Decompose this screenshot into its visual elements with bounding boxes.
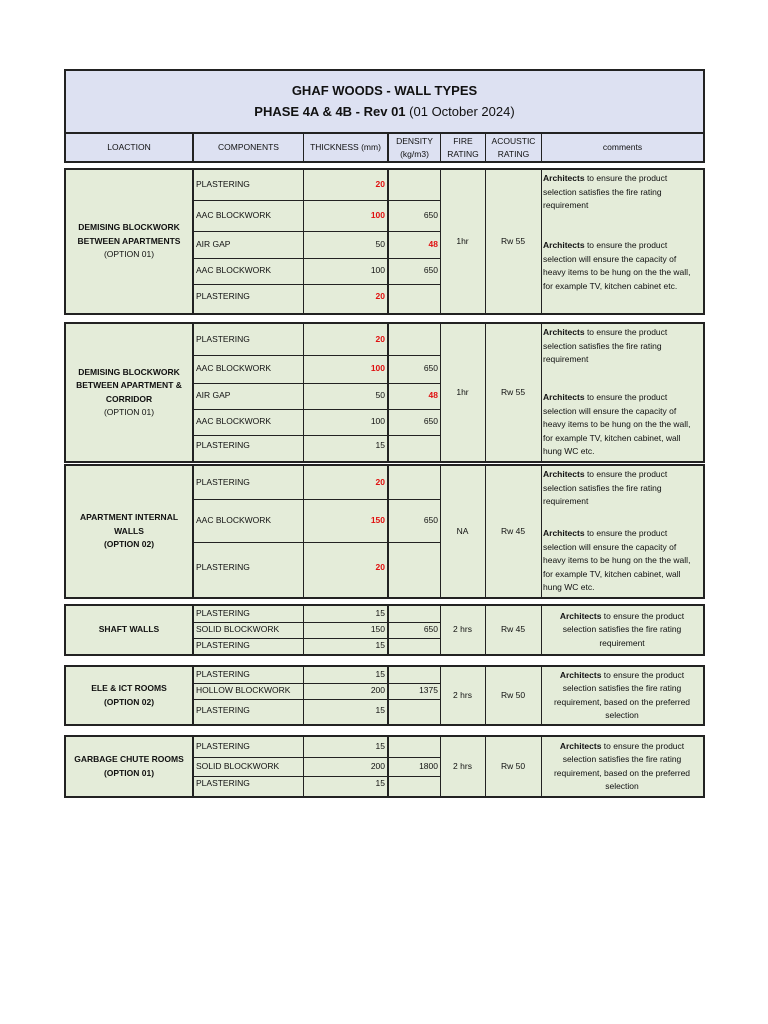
location-name-line: APARTMENT INTERNAL xyxy=(79,512,179,523)
acoustic-rating-cell xyxy=(485,170,541,313)
density-cell xyxy=(389,324,440,355)
thickness-value: 15 xyxy=(375,640,385,651)
component-name: AIR GAP xyxy=(196,390,231,401)
thickness-cell xyxy=(303,606,387,622)
thickness-cell xyxy=(303,699,387,722)
component-name: AAC BLOCKWORK xyxy=(196,363,272,374)
thickness-value: 15 xyxy=(375,608,385,619)
col-acoustic-rating: ACOUSTIC RATING xyxy=(485,134,541,161)
component-cell xyxy=(194,606,303,622)
location-name xyxy=(91,682,167,696)
density-cell xyxy=(389,383,440,409)
location-name-line: GARBAGE CHUTE ROOMS xyxy=(74,754,184,764)
acoustic-rating-value: Rw 55 xyxy=(500,235,526,246)
comment-capacity-text: to ensure the product selection will ensure the capacity of heavy items to be hung on the the wall, for example TV, kitchen cabinet, wall hung WC etc. xyxy=(543,392,691,456)
component-name: AIR GAP xyxy=(196,238,231,249)
component-cell xyxy=(194,776,303,792)
acoustic-rating-value: Rw 50 xyxy=(500,689,526,700)
comment-capacity-lead: Architects xyxy=(543,392,585,402)
density-value: 650 xyxy=(423,209,438,220)
component-cell xyxy=(194,622,303,638)
column-header-row xyxy=(64,132,705,163)
comment-fire-lead: Architects xyxy=(559,740,602,751)
component-cell xyxy=(194,383,303,409)
wall-type-group xyxy=(64,665,705,726)
thickness-cell xyxy=(303,776,387,792)
component-name: PLASTERING xyxy=(196,290,250,301)
thickness-value: 50 xyxy=(375,238,385,249)
location-name-line: WALLS xyxy=(114,525,144,536)
component-cell xyxy=(194,200,303,231)
density-cell xyxy=(389,200,440,231)
comment-fire xyxy=(541,466,703,509)
density-cell xyxy=(389,667,440,683)
acoustic-rating-value: Rw 45 xyxy=(500,624,526,635)
density-value: 650 xyxy=(423,514,438,525)
component-cell xyxy=(194,667,303,683)
component-cell xyxy=(194,170,303,200)
component-cell xyxy=(194,231,303,258)
location-name xyxy=(76,366,182,407)
comment-fire-text: to ensure the product selection satisfies the fire rating requirement xyxy=(543,173,668,210)
comment-fire-lead: Architects xyxy=(543,173,585,183)
comment-fire xyxy=(541,170,703,213)
location-name-line: SHAFT WALLS xyxy=(98,624,160,635)
col-fire-rating: FIRE RATING xyxy=(440,134,485,161)
component-cell xyxy=(194,409,303,435)
thickness-value: 20 xyxy=(375,561,385,572)
component-cell xyxy=(194,683,303,699)
density-cell xyxy=(389,409,440,435)
thickness-cell xyxy=(303,683,387,699)
comment-fire-text: to ensure the product selection satisfies the fire rating requirement xyxy=(543,327,668,364)
component-cell xyxy=(194,284,303,309)
component-cell xyxy=(194,638,303,654)
component-name: PLASTERING xyxy=(196,179,250,190)
comment-fire-lead: Architects xyxy=(559,669,602,680)
thickness-cell xyxy=(303,200,387,231)
thickness-value: 50 xyxy=(375,390,385,401)
comment-fire-lead: Architects xyxy=(559,610,602,621)
location-name xyxy=(78,221,181,248)
thickness-cell xyxy=(303,667,387,683)
density-cell xyxy=(389,606,440,622)
fire-rating-cell xyxy=(440,466,485,597)
density-value: 1375 xyxy=(419,685,438,696)
component-name: AAC BLOCKWORK xyxy=(196,209,272,220)
comment-fire xyxy=(541,324,703,367)
component-name: AAC BLOCKWORK xyxy=(196,416,272,427)
component-name: HOLLOW BLOCKWORK xyxy=(196,685,291,696)
wall-type-group xyxy=(64,735,705,798)
density-cell xyxy=(389,776,440,792)
component-name: PLASTERING xyxy=(196,704,250,715)
density-value: 650 xyxy=(423,624,438,635)
thickness-cell xyxy=(303,622,387,638)
sheet-title: GHAF WOODS - WALL TYPES xyxy=(291,83,478,98)
thickness-cell xyxy=(303,170,387,200)
component-cell xyxy=(194,757,303,776)
component-name: PLASTERING xyxy=(196,608,250,619)
thickness-value: 15 xyxy=(375,440,385,451)
component-name: PLASTERING xyxy=(196,476,250,487)
density-cell xyxy=(389,284,440,309)
comment-fire-lead: Architects xyxy=(543,327,585,337)
comment-fire-body xyxy=(544,610,700,651)
wall-type-group xyxy=(64,604,705,656)
fire-rating-value: 1hr xyxy=(456,386,469,397)
thickness-cell xyxy=(303,231,387,258)
component-name: PLASTERING xyxy=(196,561,250,572)
thickness-value: 100 xyxy=(370,363,385,374)
density-cell xyxy=(389,499,440,542)
density-cell xyxy=(389,683,440,699)
fire-rating-cell xyxy=(440,737,485,796)
comment-fire-body xyxy=(544,740,700,794)
density-value: 1800 xyxy=(419,760,438,771)
density-cell xyxy=(389,231,440,258)
density-value: 650 xyxy=(423,416,438,427)
thickness-cell xyxy=(303,324,387,355)
comment-fire xyxy=(541,667,703,724)
density-value: 650 xyxy=(423,265,438,276)
location-name-line: CORRIDOR xyxy=(105,393,153,404)
thickness-value: 100 xyxy=(370,265,385,276)
thickness-value: 150 xyxy=(370,514,385,525)
density-cell xyxy=(389,542,440,593)
density-value: 650 xyxy=(423,363,438,374)
component-name: SOLID BLOCKWORK xyxy=(196,760,280,771)
component-name: AAC BLOCKWORK xyxy=(196,514,272,525)
density-cell xyxy=(389,757,440,776)
component-cell xyxy=(194,499,303,542)
component-cell xyxy=(194,324,303,355)
thickness-value: 100 xyxy=(370,209,385,220)
comment-fire-lead: Architects xyxy=(543,469,585,479)
sheet-subtitle xyxy=(66,104,703,119)
component-name: PLASTERING xyxy=(196,333,250,344)
location-name-line: DEMISING BLOCKWORK xyxy=(78,222,180,233)
thickness-cell xyxy=(303,466,387,499)
col-location: LOACTION xyxy=(107,142,151,152)
comment-fire-body xyxy=(544,669,700,723)
acoustic-rating-value: Rw 45 xyxy=(500,525,526,536)
fire-rating-value: 2 hrs xyxy=(453,624,472,635)
comment-fire xyxy=(541,606,703,654)
comment-capacity-text: to ensure the product selection will ensure the capacity of heavy items to be hung on the the wall, for example TV, kitchen cabinet, wall hung WC etc. xyxy=(543,528,691,592)
location-option: (OPTION 01) xyxy=(103,249,155,260)
location-name xyxy=(99,623,159,637)
acoustic-rating-cell xyxy=(485,606,541,654)
col-components: COMPONENTS xyxy=(192,134,303,161)
wall-type-group xyxy=(64,322,705,463)
density-value: 48 xyxy=(428,238,438,249)
component-name: SOLID BLOCKWORK xyxy=(196,624,280,635)
density-cell xyxy=(389,355,440,383)
thickness-value: 15 xyxy=(375,669,385,680)
location-option: (OPTION 01) xyxy=(103,767,155,778)
density-cell xyxy=(389,466,440,499)
thickness-cell xyxy=(303,542,387,593)
acoustic-rating-cell xyxy=(485,466,541,597)
thickness-cell xyxy=(303,737,387,757)
component-cell xyxy=(194,258,303,284)
thickness-cell xyxy=(303,435,387,457)
density-cell xyxy=(389,737,440,757)
thickness-cell xyxy=(303,383,387,409)
col-density: DENSITY (kg/m3) xyxy=(387,134,440,161)
col-thickness: THICKNESS (mm) xyxy=(303,134,387,161)
fire-rating-cell xyxy=(440,324,485,461)
component-name: PLASTERING xyxy=(196,741,250,752)
thickness-cell xyxy=(303,355,387,383)
thickness-cell xyxy=(303,284,387,309)
location-cell xyxy=(66,737,192,796)
component-name: AAC BLOCKWORK xyxy=(196,265,272,276)
acoustic-rating-cell xyxy=(485,737,541,796)
thickness-value: 15 xyxy=(375,704,385,715)
sheet-revision: PHASE 4A & 4B - Rev 01 xyxy=(254,104,406,119)
location-name-line: ELE & ICT ROOMS xyxy=(91,683,167,693)
thickness-value: 20 xyxy=(375,290,385,301)
component-name: PLASTERING xyxy=(196,778,250,789)
thickness-cell xyxy=(303,757,387,776)
density-cell xyxy=(389,170,440,200)
thickness-cell xyxy=(303,499,387,542)
acoustic-rating-value: Rw 55 xyxy=(500,386,526,397)
thickness-value: 20 xyxy=(375,333,385,344)
thickness-value: 200 xyxy=(370,760,385,771)
location-cell xyxy=(66,324,192,461)
density-cell xyxy=(389,435,440,457)
fire-rating-value: 2 hrs xyxy=(453,760,472,771)
comment-capacity-lead: Architects xyxy=(543,240,585,250)
comment-capacity-text: to ensure the product selection will ensure the capacity of heavy items to be hung on the the wall, for example TV, kitchen cabinet etc. xyxy=(543,240,691,291)
location-cell xyxy=(66,466,192,597)
location-name-line: DEMISING BLOCKWORK xyxy=(78,366,180,377)
thickness-cell xyxy=(303,638,387,654)
component-cell xyxy=(194,542,303,593)
comment-capacity xyxy=(541,525,703,595)
wall-type-group xyxy=(64,168,705,315)
thickness-cell xyxy=(303,409,387,435)
location-cell xyxy=(66,170,192,313)
comment-fire-text: to ensure the product selection satisfies the fire rating requirement, based on the preferred selection xyxy=(553,669,691,720)
density-cell xyxy=(389,699,440,722)
comment-capacity xyxy=(541,237,703,293)
location-cell xyxy=(66,667,192,724)
acoustic-rating-cell xyxy=(485,324,541,461)
fire-rating-value: 2 hrs xyxy=(453,689,472,700)
density-cell xyxy=(389,258,440,284)
component-cell xyxy=(194,699,303,722)
location-cell xyxy=(66,606,192,654)
density-cell xyxy=(389,638,440,654)
thickness-value: 100 xyxy=(370,416,385,427)
thickness-value: 200 xyxy=(370,685,385,696)
fire-rating-cell xyxy=(440,667,485,724)
location-option: (OPTION 02) xyxy=(103,539,155,550)
location-name xyxy=(74,753,184,767)
thickness-value: 15 xyxy=(375,778,385,789)
comment-fire-text: to ensure the product selection satisfies the fire rating requirement xyxy=(543,469,668,506)
sheet-header xyxy=(64,69,705,135)
thickness-value: 150 xyxy=(370,624,385,635)
acoustic-rating-value: Rw 50 xyxy=(500,760,526,771)
component-cell xyxy=(194,435,303,457)
location-name-line: BETWEEN APARTMENTS xyxy=(77,235,181,246)
comment-fire-text: to ensure the product selection satisfies the fire rating requirement xyxy=(562,610,685,648)
wall-type-group xyxy=(64,464,705,599)
density-value: 48 xyxy=(428,390,438,401)
component-cell xyxy=(194,737,303,757)
component-name: PLASTERING xyxy=(196,669,250,680)
location-name-line: BETWEEN APARTMENT & xyxy=(76,380,182,390)
location-name xyxy=(80,511,178,538)
component-cell xyxy=(194,355,303,383)
component-name: PLASTERING xyxy=(196,640,250,651)
comment-fire xyxy=(541,737,703,796)
thickness-value: 20 xyxy=(375,476,385,487)
thickness-value: 15 xyxy=(375,741,385,752)
component-cell xyxy=(194,466,303,499)
fire-rating-cell xyxy=(440,170,485,313)
fire-rating-value: 1hr xyxy=(456,235,469,246)
fire-rating-value: NA xyxy=(456,525,469,536)
component-name: PLASTERING xyxy=(196,440,250,451)
comment-fire-text: to ensure the product selection satisfies the fire rating requirement, based on the preferred selection xyxy=(553,740,691,791)
comment-capacity-lead: Architects xyxy=(543,528,585,538)
sheet-date: (01 October 2024) xyxy=(409,104,515,119)
density-cell xyxy=(389,622,440,638)
acoustic-rating-cell xyxy=(485,667,541,724)
location-option: (OPTION 01) xyxy=(103,407,155,417)
col-comments: comments xyxy=(541,134,703,161)
fire-rating-cell xyxy=(440,606,485,654)
thickness-cell xyxy=(303,258,387,284)
location-option: (OPTION 02) xyxy=(103,696,155,707)
comment-capacity xyxy=(541,389,703,459)
thickness-value: 20 xyxy=(375,179,385,190)
